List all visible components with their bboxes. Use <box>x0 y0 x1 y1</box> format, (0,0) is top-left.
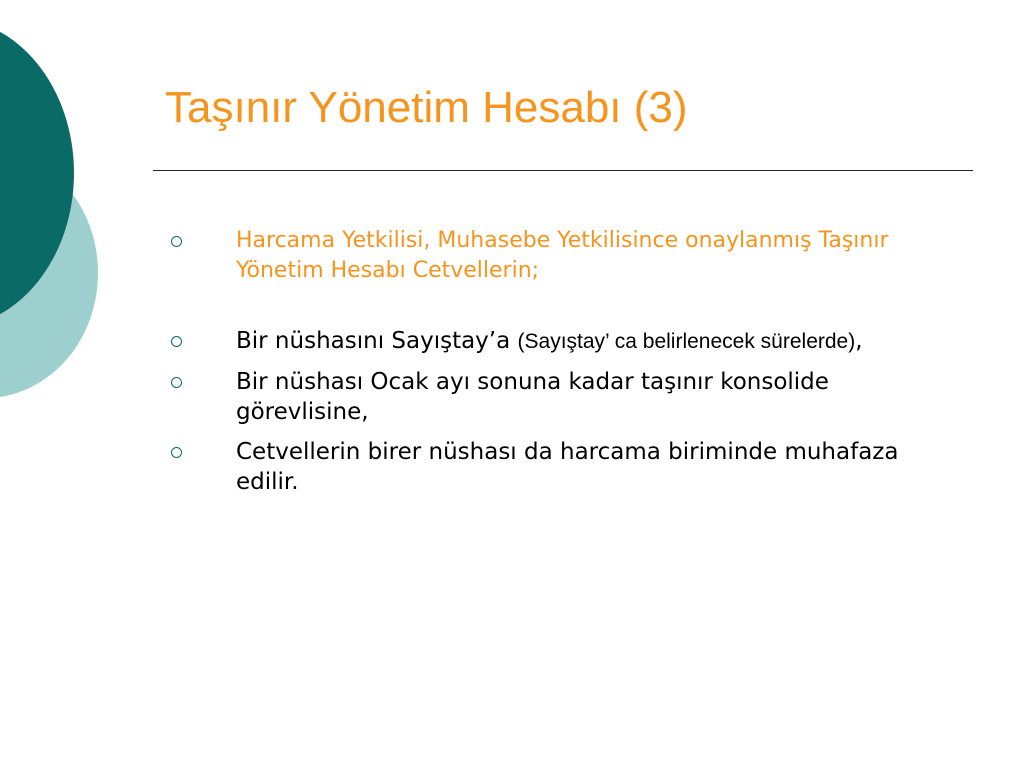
bullet-suffix: , <box>855 328 863 354</box>
slide-title: Taşınır Yönetim Hesabı (3) <box>165 83 688 132</box>
bullet-item-approved-ledgers <box>168 226 938 286</box>
bullet-text: Bir nüshası Ocak ayı sonuna kadar taşınır konsolide görevlisine, <box>236 369 829 425</box>
bullet-item-consolidation-copy <box>168 367 938 427</box>
bullet-item-archive-copy <box>168 437 938 497</box>
bullet-circle-icon <box>171 377 182 388</box>
bullet-circle-icon <box>171 447 182 458</box>
bullet-list <box>168 226 938 497</box>
bullet-text: Cetvellerin birer nüshası da harcama biriminde muhafaza edilir. <box>236 439 899 495</box>
bullet-circle-icon <box>171 336 182 347</box>
bullet-text: Bir nüshasını Sayıştay’a <box>236 328 518 354</box>
bullet-circle-icon <box>171 236 182 247</box>
bullet-item-sayistay-copy <box>168 326 938 357</box>
bullet-note: (Sayıştay’ ca belirlenecek sürelerde) <box>517 330 856 353</box>
title-divider <box>153 170 973 171</box>
bullet-text: Harcama Yetkilisi, Muhasebe Yetkilisince onaylanmış Taşınır Yönetim Hesabı Cetvellerin; <box>236 228 889 283</box>
